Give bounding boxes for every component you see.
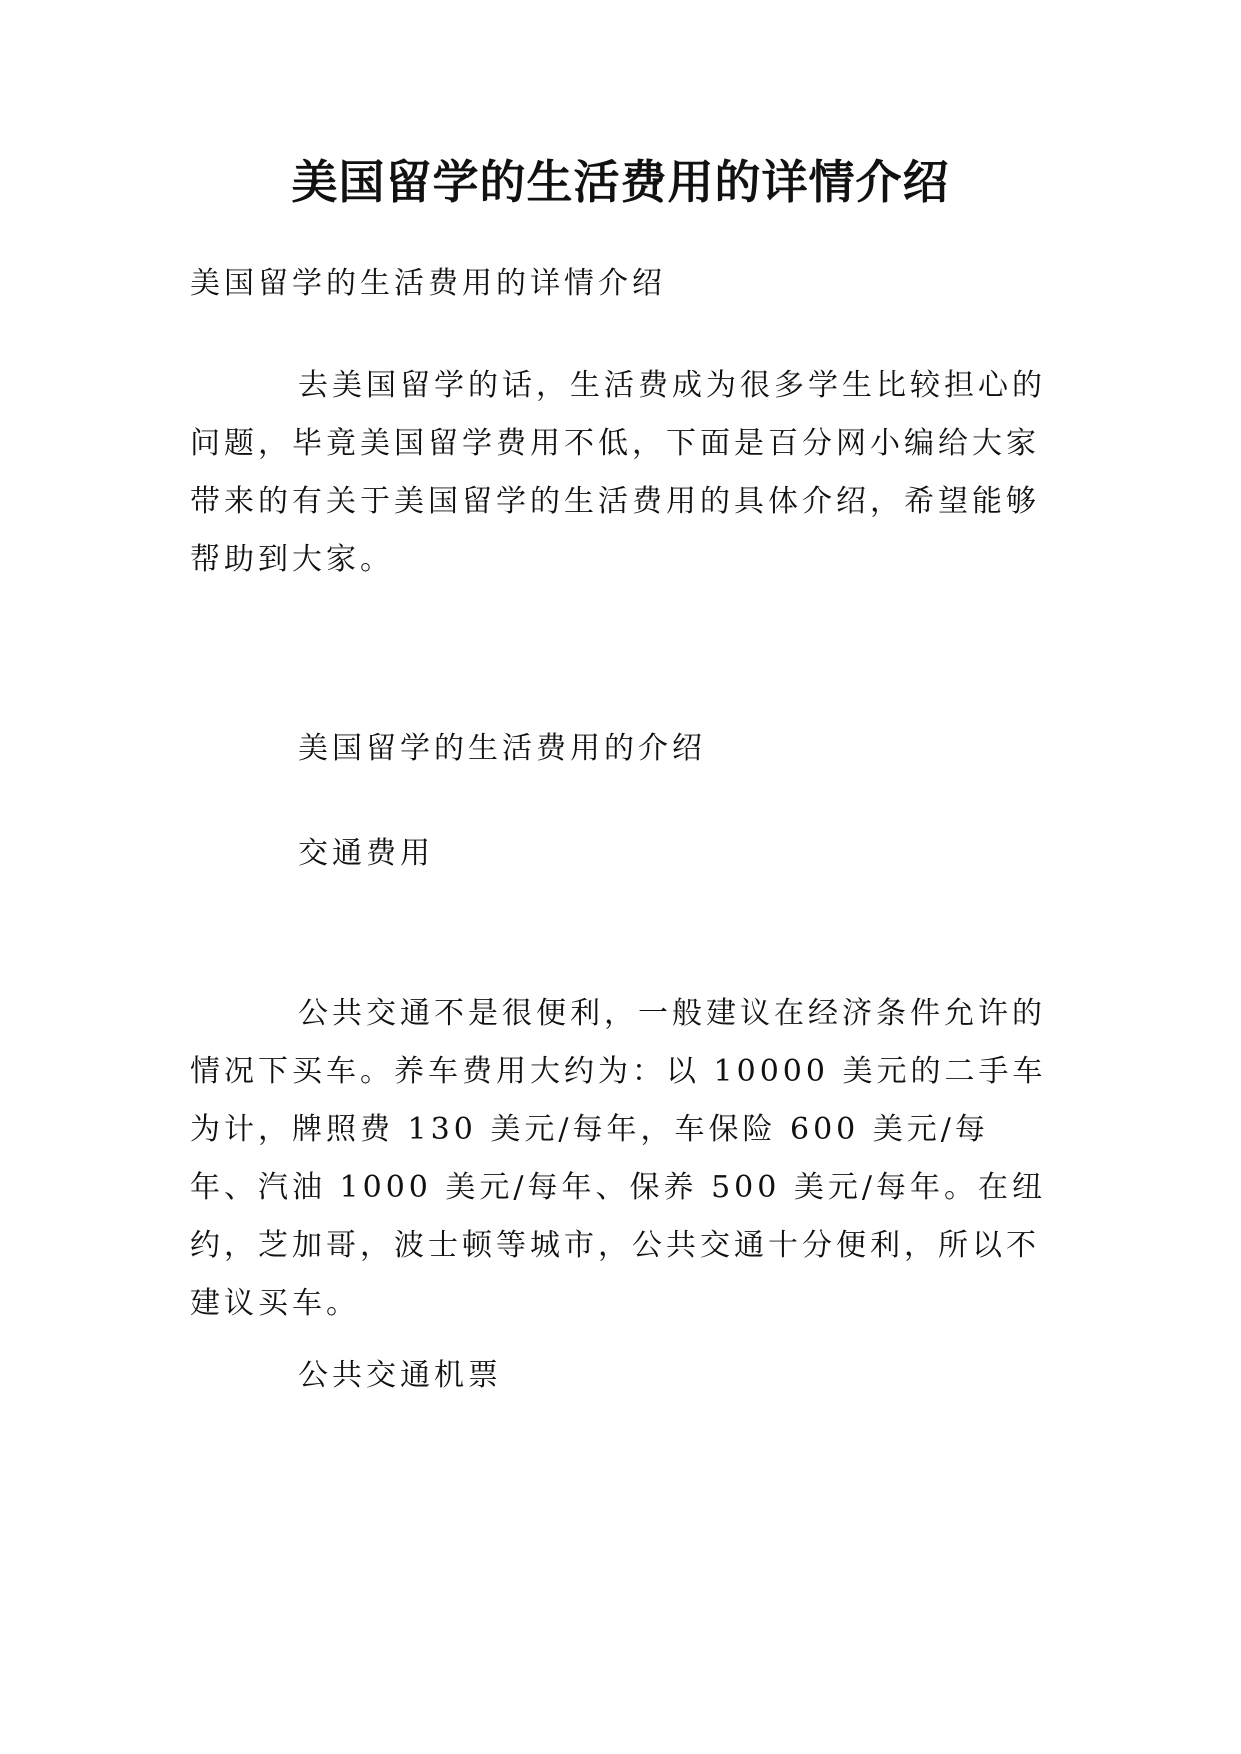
tickets-heading: 公共交通机票 xyxy=(298,1358,502,1393)
document-subtitle: 美国留学的生活费用的详情介绍 xyxy=(190,266,666,301)
transport-heading: 交通费用 xyxy=(298,836,434,871)
transport-paragraph: 公共交通不是很便利，一般建议在经济条件允许的情况下买车。养车费用大约为：以 10000 美元的二手车为计，牌照费 130 美元/每年，车保险 600 美元/每年、汽油 1000 美元/每年、保养 500 美元/每年。在纽约，芝加哥，波士顿等城市，公共交通十分便利，所以不建议买车。 xyxy=(190,996,1047,1321)
intro-paragraph: 去美国留学的话，生活费成为很多学生比较担心的问题，毕竟美国留学费用不低，下面是百分网小编给大家带来的有关于美国留学的生活费用的具体介绍，希望能够帮助到大家。 xyxy=(190,368,1046,577)
document-title: 美国留学的生活费用的详情介绍 xyxy=(291,155,950,209)
section-heading: 美国留学的生活费用的介绍 xyxy=(298,731,706,766)
